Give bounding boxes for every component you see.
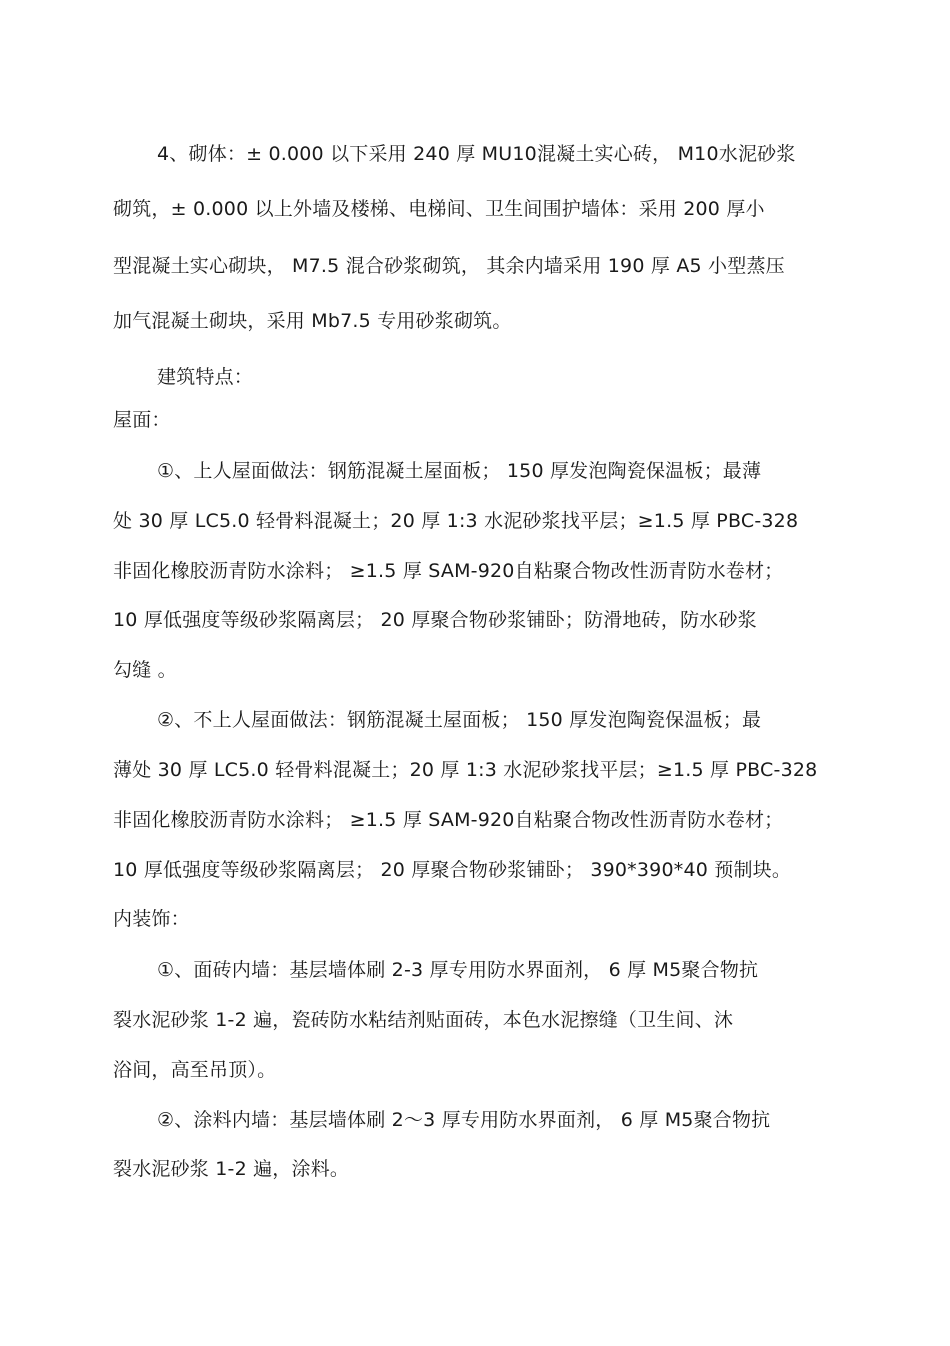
text-line: 裂水泥砂浆 1-2 遍，涂料。: [113, 1158, 350, 1180]
text-line: ①、面砖内墙：基层墙体刷 2-3 厚专用防水界面剂， 6 厚 M5聚合物抗: [157, 959, 759, 981]
text-line: 薄处 30 厚 LC5.0 轻骨料混凝土；20 厚 1:3 水泥砂浆找平层；≥1.5 厚 PBC-328: [113, 759, 818, 781]
text-line: 4、砌体：± 0.000 以下采用 240 厚 MU10混凝土实心砖， M10水泥砂浆: [157, 143, 796, 165]
text-line: 型混凝土实心砌块， M7.5 混合砂浆砌筑， 其余内墙采用 190 厚 A5 小型蒸压: [113, 255, 785, 277]
section-heading: 建筑特点：: [157, 366, 254, 388]
text-line: 非固化橡胶沥青防水涂料； ≥1.5 厚 SAM-920自粘聚合物改性沥青防水卷材；: [113, 560, 784, 582]
text-line: 非固化橡胶沥青防水涂料； ≥1.5 厚 SAM-920自粘聚合物改性沥青防水卷材；: [113, 809, 784, 831]
text-line: 处 30 厚 LC5.0 轻骨料混凝土；20 厚 1:3 水泥砂浆找平层；≥1.5 厚 PBC-328: [113, 510, 799, 532]
text-line: ①、上人屋面做法：钢筋混凝土屋面板； 150 厚发泡陶瓷保温板；最薄: [157, 460, 762, 482]
text-line: 10 厚低强度等级砂浆隔离层； 20 厚聚合物砂浆铺卧； 390*390*40 预制块。: [113, 859, 792, 881]
text-line: 10 厚低强度等级砂浆隔离层； 20 厚聚合物砂浆铺卧；防滑地砖，防水砂浆: [113, 609, 757, 631]
text-line: 砌筑，± 0.000 以上外墙及楼梯、电梯间、卫生间围护墙体：采用 200 厚小: [113, 198, 765, 220]
section-heading: 屋面：: [113, 409, 171, 431]
section-heading: 内装饰：: [113, 908, 190, 930]
text-line: ②、涂料内墙：基层墙体刷 2～3 厚专用防水界面剂， 6 厚 M5聚合物抗: [157, 1109, 771, 1131]
text-line: ②、不上人屋面做法：钢筋混凝土屋面板； 150 厚发泡陶瓷保温板；最: [157, 709, 762, 731]
text-line: 勾缝 。: [113, 659, 177, 681]
text-line: 浴间，高至吊顶）。: [113, 1059, 277, 1081]
text-line: 裂水泥砂浆 1-2 遍，瓷砖防水粘结剂贴面砖，本色水泥擦缝（卫生间、沐: [113, 1009, 734, 1031]
text-line: 加气混凝土砌块，采用 Mb7.5 专用砂浆砌筑。: [113, 310, 512, 332]
